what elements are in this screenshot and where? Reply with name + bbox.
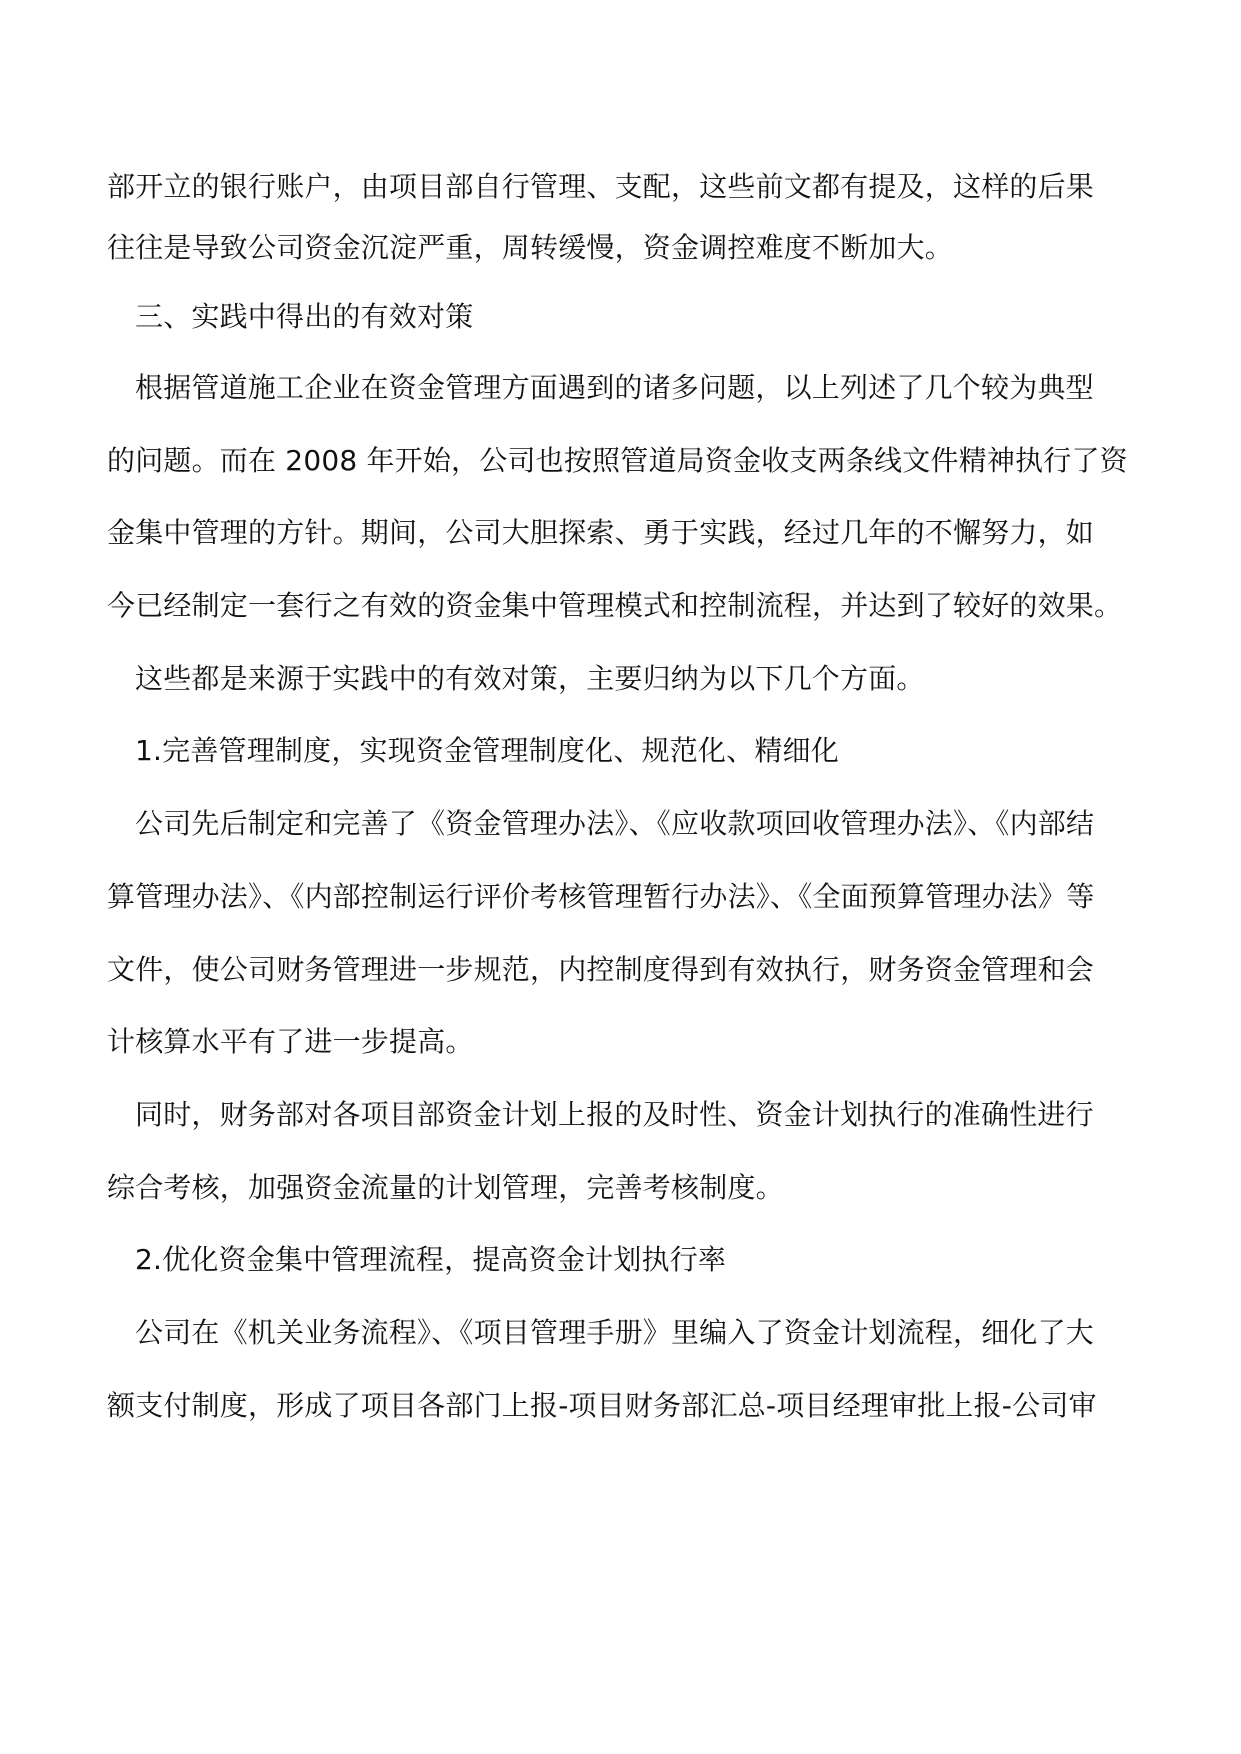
body-text-line: 的问题。而在 2008 年开始，公司也按照管道局资金收支两条线文件精神执行了资 bbox=[107, 444, 1128, 477]
section-heading: 三、实践中得出的有效对策 bbox=[135, 300, 474, 333]
body-text-line: 计核算水平有了进一步提高。 bbox=[107, 1025, 474, 1058]
body-text-line: 金集中管理的方针。期间，公司大胆探索、勇于实践，经过几年的不懈努力，如 bbox=[107, 516, 1095, 549]
body-text-line: 综合考核，加强资金流量的计划管理，完善考核制度。 bbox=[107, 1171, 784, 1204]
paragraph-first-line: 这些都是来源于实践中的有效对策，主要归纳为以下几个方面。 bbox=[135, 662, 925, 695]
body-text-line: 文件，使公司财务管理进一步规范，内控制度得到有效执行，财务资金管理和会 bbox=[107, 953, 1095, 986]
body-text-line: 算管理办法》、《内部控制运行评价考核管理暂行办法》、《全面预算管理办法》等 bbox=[107, 880, 1095, 913]
subsection-heading: 2.优化资金集中管理流程，提高资金计划执行率 bbox=[135, 1243, 727, 1276]
paragraph-first-line: 同时，财务部对各项目部资金计划上报的及时性、资金计划执行的准确性进行 bbox=[135, 1098, 1094, 1131]
body-text-line: 往往是导致公司资金沉淀严重，周转缓慢，资金调控难度不断加大。 bbox=[107, 231, 954, 264]
subsection-heading: 1.完善管理制度，实现资金管理制度化、规范化、精细化 bbox=[135, 734, 839, 767]
body-text-line: 部开立的银行账户，由项目部自行管理、支配，这些前文都有提及，这样的后果 bbox=[107, 170, 1095, 203]
paragraph-first-line: 公司在《机关业务流程》、《项目管理手册》里编入了资金计划流程，细化了大 bbox=[135, 1316, 1095, 1349]
paragraph-first-line: 根据管道施工企业在资金管理方面遇到的诸多问题，以上列述了几个较为典型 bbox=[135, 371, 1094, 404]
paragraph-first-line: 公司先后制定和完善了《资金管理办法》、《应收款项回收管理办法》、《内部结 bbox=[135, 807, 1095, 840]
body-text-line: 今已经制定一套行之有效的资金集中管理模式和控制流程，并达到了较好的效果。 bbox=[107, 589, 1123, 622]
body-text-line: 额支付制度，形成了项目各部门上报-项目财务部汇总-项目经理审批上报-公司审 bbox=[107, 1389, 1097, 1422]
